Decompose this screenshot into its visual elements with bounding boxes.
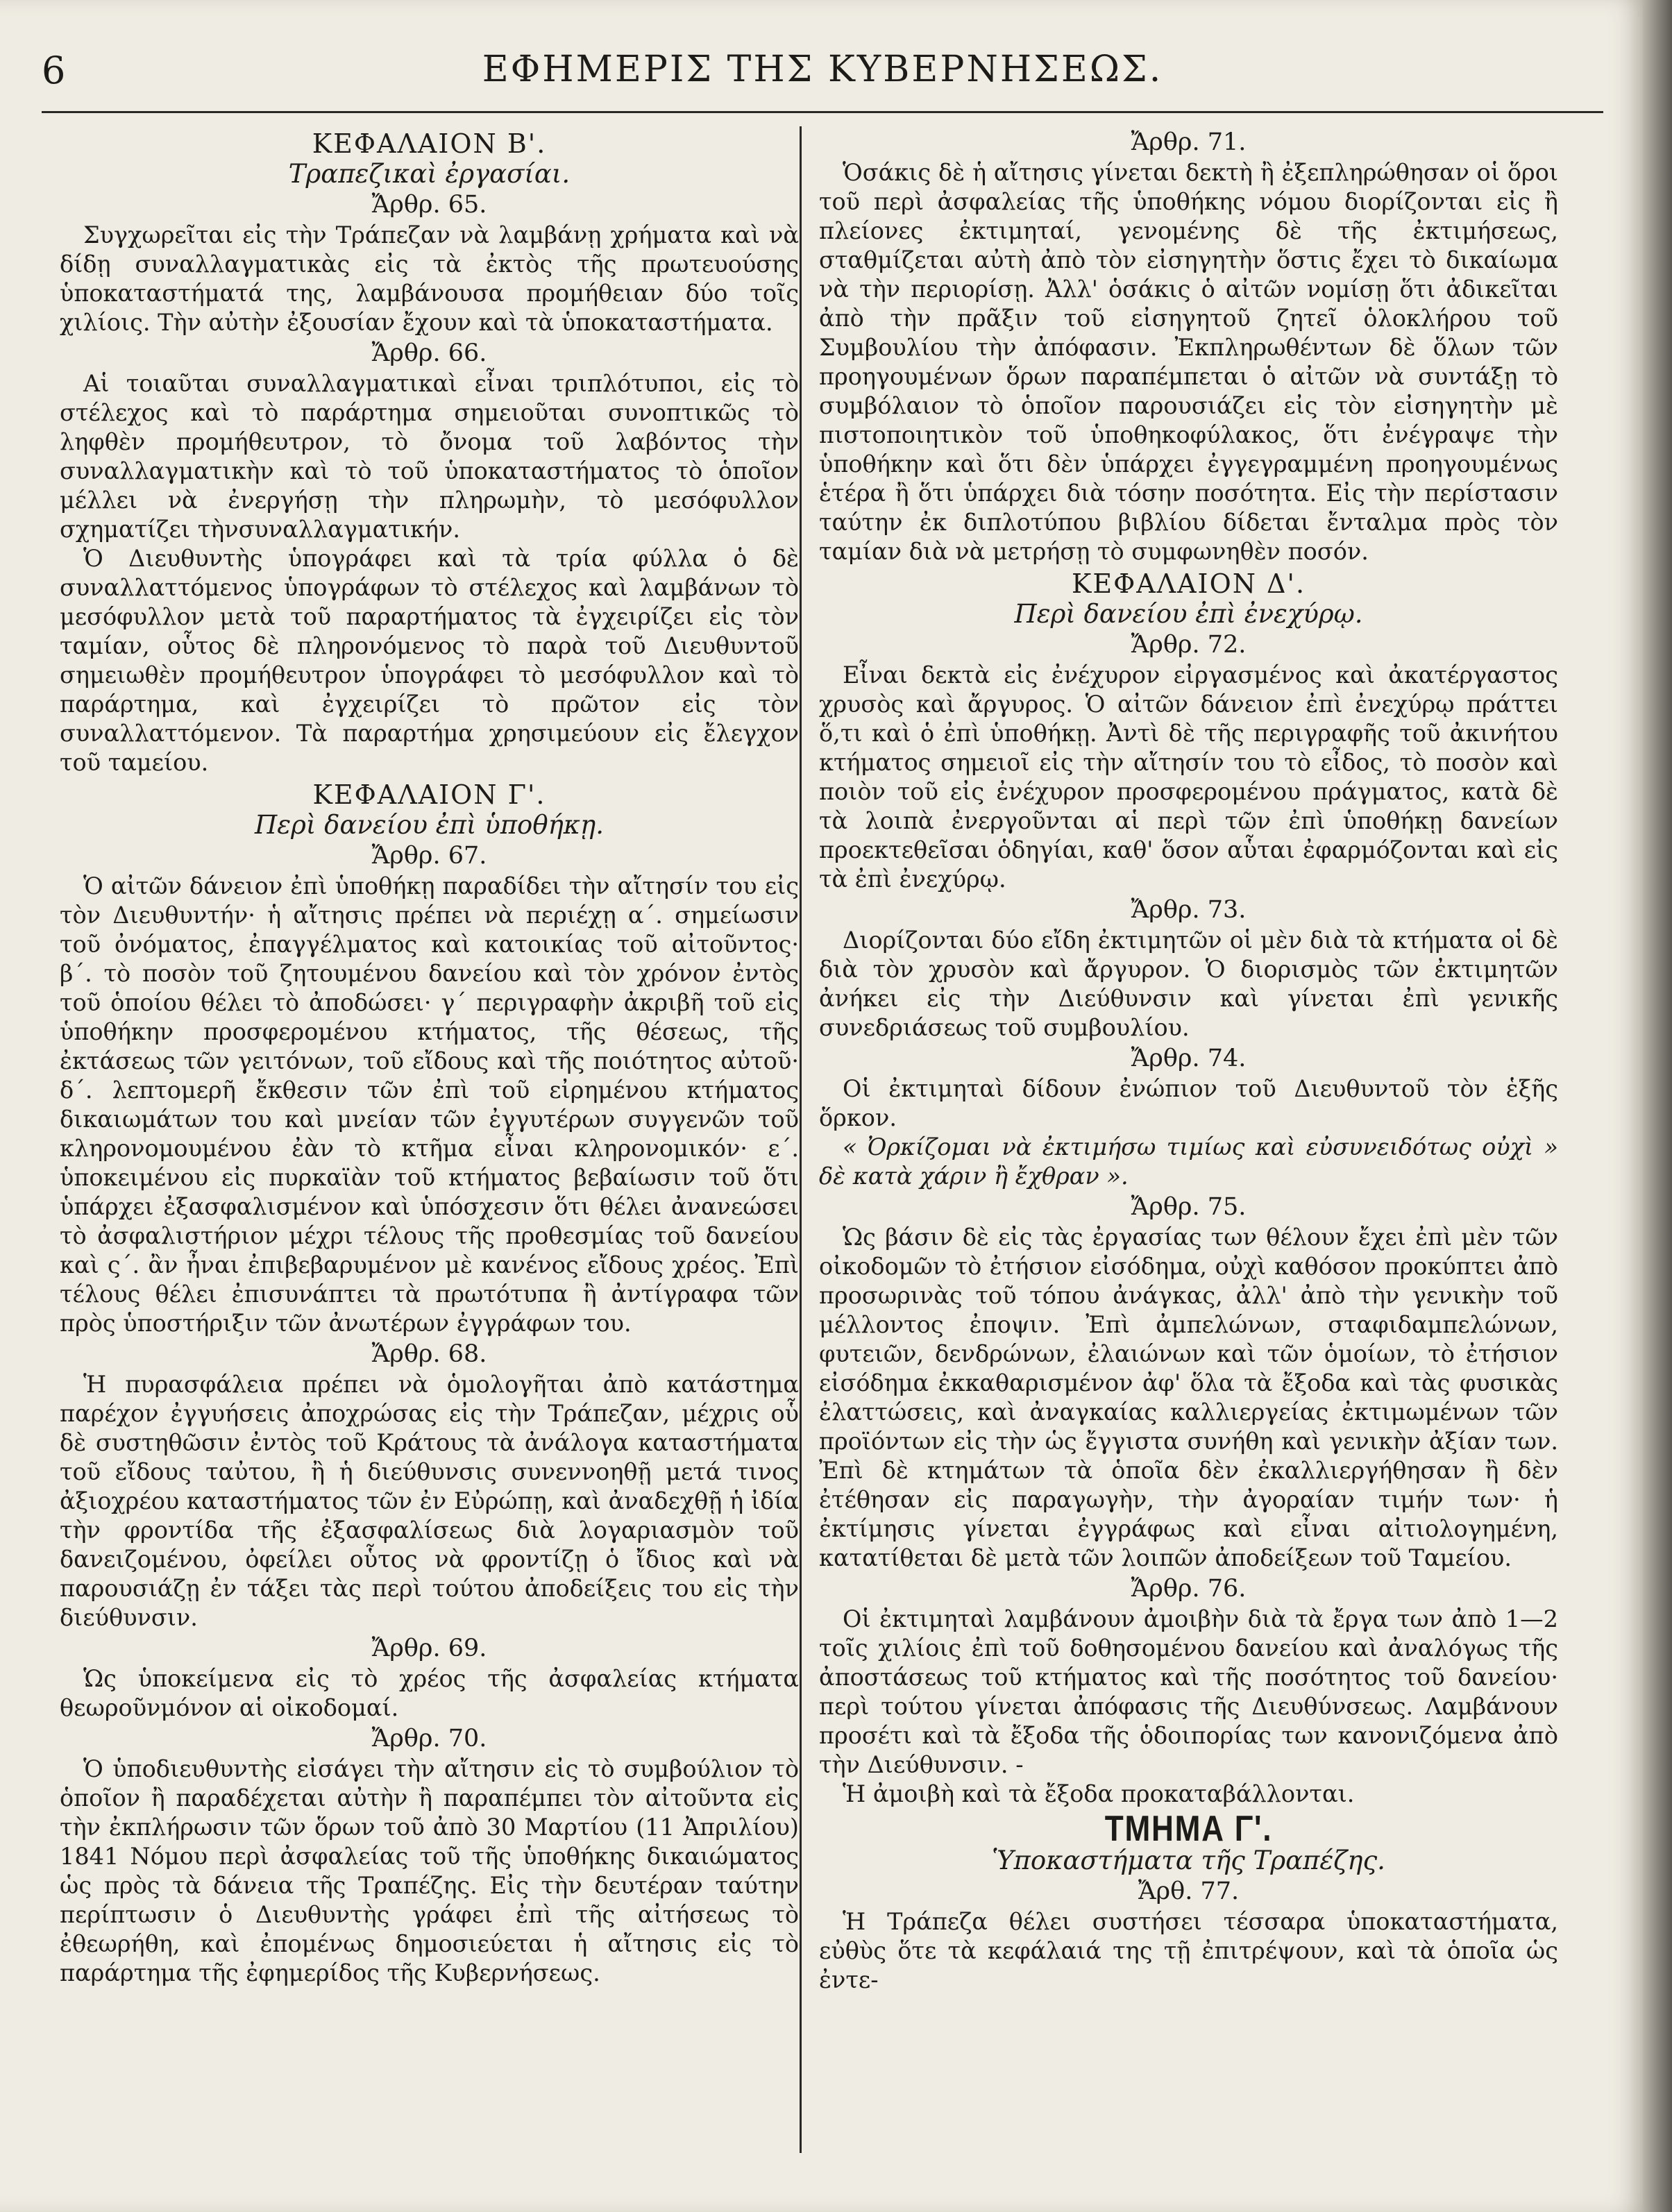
left-column: [60, 126, 799, 1988]
article-heading: Ἄρθρ. 70.: [371, 1725, 487, 1753]
page-header: [42, 43, 1603, 105]
chapter-heading: ΚΕΦΑΛΑΙΟΝ Δ'.: [1071, 568, 1306, 599]
chapter-heading: ΚΕΦΑΛΑΙΟΝ Β'.: [312, 128, 547, 159]
header-rule: [42, 111, 1603, 113]
section-heading: ΤΜΗΜΑ Γ'.: [1104, 1809, 1273, 1849]
article-heading: Ἄρθρ. 71.: [1131, 128, 1247, 156]
article-paragraph: Ἡ Τράπεζα θέλει συστήσει τέσσαρα ὑποκαταστήματα, εὐθὺς ὅτε τὰ κεφάλαιά της τῇ ἐπιτρέψουν, καὶ τὰ ὁποῖα ὡς ἐντε-: [819, 1908, 1558, 1993]
article-paragraph: Ἡ ἀμοιβὴ καὶ τὰ ἔξοδα προκαταβάλλονται.: [843, 1780, 1355, 1807]
article-heading: Ἄρθ. 77.: [1138, 1877, 1240, 1905]
article-paragraph: Ὡς βάσιν δὲ εἰς τὰς ἐργασίας των θέλουν ἔχει ἐπὶ μὲν τῶν οἰκοδομῶν τὸ ἐτήσιον εἰσόδημα, οὐχὶ καθόσον προκύπτει ἀπὸ προσωρινὰς τοῦ τόπου ἀνάγκας, ἀλλ' ἀπὸ τὴν γενικὴν τοῦ μέλλοντος ἐποψιν. Ἐπὶ ἀμπελώνων, σταφιδαμπελώνων, φυτειῶν, δενδρώνων, ἐλαιώνων καὶ τῶν ὁμοίων, τὸ ἐτήσιον εἰσόδημα ἐκκαθαρισμένον ἀφ' ὅλα τὰ ἔξοδα καὶ τὰς φυσικὰς ἐλαττώσεις, καὶ ἀναγκαίας καλλιεργείας ἐκτιμωμένων τῶν προϊόντων εἰς τὴν ὡς ἔγγιστα συνήθη καὶ γενικὴν ἀξίαν των. Ἐπὶ δὲ κτημάτων τὰ ὁποῖα δὲν ἐκαλλιεργήθησαν ἢ δὲν ἐτέθησαν εἰς παραγωγὴν, τὴν ἀγοραίαν τιμήν των· ἡ ἐκτίμησις γίνεται ἐγγράφως καὶ εἶναι αἰτιολογημένη, κατατίθεται δὲ μετὰ τῶν λοιπῶν ἀποδείξεων τοῦ Ταμείου.: [819, 1224, 1558, 1571]
chapter-title: Περὶ δανείου ἐπὶ ἐνεχύρῳ.: [1014, 599, 1363, 629]
page-edge-shadow: [1643, 0, 1672, 2212]
article-paragraph: Ὁ Διευθυντὴς ὑπογράφει καὶ τὰ τρία φύλλα ὁ δὲ συναλλαττόμενος ὑπογράφων τὸ στέλεχος καὶ λαμβάνων τὸ μεσόφυλλον μετὰ τοῦ παραρτήματος τὰ ἐγχειρίζει εἰς τὸν ταμίαν, οὗτος δὲ πληρονόμενος τὸ παρὰ τοῦ Διευθυντοῦ σημειωθὲν προμήθευτρον ὑπογράφει τὸ μεσόφυλλον καὶ τὸ παράρτημα, καὶ ἐγχειρίζει τὸ πρῶτον εἰς τὸν συναλλαττόμενον. Τὰ παραρτήμα χρησιμεύουν εἰς ἔλεγχον τοῦ ταμείου.: [60, 545, 799, 776]
article-heading: Ἄρθρ. 67.: [371, 842, 487, 870]
article-paragraph: Ὁ αἰτῶν δάνειον ἐπὶ ὑποθήκῃ παραδίδει τὴν αἴτησίν του εἰς τὸν Διευθυντήν· ἡ αἴτησις πρέπει νὰ περιέχῃ α΄. σημείωσιν τοῦ ὀνόματος, ἐπαγγέλματος καὶ κατοικίας τοῦ αἰτοῦντος· β΄. τὸ ποσὸν τοῦ ζητουμένου δανείου καὶ τὸν χρόνον ἐντὸς τοῦ ὁποίου θέλει τὸ ἀποδώσει· γ΄ περιγραφὴν ἀκριβῆ τοῦ εἰς ὑποθήκην προσφερομένου κτήματος, τῆς θέσεως, τῆς ἐκτάσεως τῶν γειτόνων, τοῦ εἴδους καὶ τῆς ποιότητος αὐτοῦ· δ΄. λεπτομερῆ ἔκθεσιν τῶν ἐπὶ τοῦ εἰρημένου κτήματος δικαιωμάτων του καὶ μνείαν τῶν ἐγγυτέρων συγγενῶν τοῦ κληρονομουμένου ἐὰν τὸ κτῆμα εἶναι κληρονομικόν· ε΄. ὑποκειμένου εἰς πυρκαϊὰν τοῦ κτήματος βεβαίωσιν τοῦ ὅτι ὑπάρχει ἐξασφαλισμένον καὶ ὑπόσχεσιν ὅτι θέλει ἀνανεώσει τὸ ἀσφαλιστήριον μέχρι τέλους τῆς προθεσμίας τοῦ δανείου καὶ ς΄. ἂν ἦναι ἐπιβεβαρυμένον μὲ κανένος εἴδους χρέος. Ἐπὶ τέλους θέλει ἐπισυνάπτει τὰ πρωτότυπα ἢ ἀντίγραφα τῶν πρὸς ὑποστήριξιν τῶν ἀνωτέρων ἐγγράφων του.: [60, 872, 799, 1337]
article-paragraph: Ὁσάκις δὲ ἡ αἴτησις γίνεται δεκτὴ ἢ ἐξεπληρώθησαν οἱ ὅροι τοῦ περὶ ἀσφαλείας τῆς ὑποθήκης νόμου διορίζονται εἰς ἢ πλείονες ἐκτιμηταί, γενομένης δὲ τῆς ἐκτιμήσεως, σταθμίζεται αὐτὴ ἀπὸ τὸν εἰσηγητὴν ὅστις ἔχει τὸ δικαίωμα νὰ τὴν περιορίσῃ. Ἀλλ' ὁσάκις ὁ αἰτῶν νομίσῃ ὅτι ἀδικεῖται ἀπὸ τὴν πρᾶξιν τοῦ εἰσηγητοῦ ζητεῖ ὁλοκλήρου τοῦ Συμβουλίου τὴν ἀπόφασιν. Ἐκπληρωθέντων δὲ ὅλων τῶν προηγουμένων ὅρων παραπέμπεται ὁ αἰτῶν νὰ συντάξῃ τὸ συμβόλαιον τὸ ὁποῖον παρουσιάζει εἰς τὸν εἰσηγητὴν μὲ πιστοποιητικὸν τοῦ ὑποθηκοφύλακος, ὅτι ἐνέγραψε τὴν ὑποθήκην καὶ ὅτι δὲν ὑπάρχει ἐγγεγραμμένη προηγουμένως ἑτέρα ἢ ὅτι ὑπάρχει διὰ τόσην ποσότητα. Εἰς τὴν περίστασιν ταύτην ἐκ διπλοτύπου βιβλίου δίδεται ἔνταλμα πρὸς τὸν ταμίαν διὰ νὰ μετρήσῃ τὸ συμφωνηθὲν ποσόν.: [819, 159, 1558, 565]
article-heading: Ἄρθρ. 69.: [371, 1635, 487, 1662]
article-paragraph: Διορίζονται δύο εἴδη ἐκτιμητῶν οἱ μὲν διὰ τὰ κτήματα οἱ δὲ διὰ τὸν χρυσὸν καὶ ἄργυρον. Ὁ διορισμὸς τῶν ἐκτιμητῶν ἀνήκει εἰς τὴν Διεύθυνσιν καὶ γίνεται ἐπὶ γενικῆς συνεδριάσεως τοῦ συμβουλίου.: [819, 927, 1558, 1041]
article-paragraph: Οἱ ἐκτιμηταὶ δίδουν ἐνώπιον τοῦ Διευθυντοῦ τὸν ἑξῆς ὅρκον.: [819, 1075, 1558, 1131]
article-paragraph: Αἱ τοιαῦται συναλλαγματικαὶ εἶναι τριπλότυποι, εἰς τὸ στέλεχος καὶ τὸ παράρτημα σημειοῦται συνοπτικῶς τὸ ληφθὲν προμήθευτρον, τὸ ὄνομα τοῦ λαβόντος τὴν συναλλαγματικὴν καὶ τὸ τοῦ ὑποκαταστήματος τὸ ὁποῖον μέλλει νὰ ἐνεργήσῃ τὴν πληρωμὴν, τὸ μεσόφυλλον σχηματίζει τὴνσυναλλαγματικήν.: [60, 370, 799, 543]
chapter-heading: ΚΕΦΑΛΑΙΟΝ Γ'.: [312, 779, 546, 810]
article-paragraph: Οἱ ἐκτιμηταὶ λαμβάνουν ἀμοιβὴν διὰ τὰ ἔργα των ἀπὸ 1—2 τοῖς χιλίοις ἐπὶ τοῦ δοθησομένου δανείου καὶ ἀναλόγως τῆς ἀποστάσεως τοῦ κτήματος καὶ τῆς ποσότητος τοῦ δανείου· περὶ τούτου γίνεται ἀπόφασις τῆς Διευθύνσεως. Λαμβάνουν προσέτι καὶ τὰ ἔξοδα τῆς ὁδοιπορίας των κανονιζόμενα ἀπὸ τὴν Διεύθυνσιν. -: [819, 1605, 1558, 1778]
right-column: [819, 126, 1558, 1995]
article-paragraph: Ἡ πυρασφάλεια πρέπει νὰ ὁμολογῆται ἀπὸ κατάστημα παρέχον ἐγγυήσεις ἀποχρώσας εἰς τὴν Τράπεζαν, μέχρις οὗ δὲ συστηθῶσιν ἐντὸς τοῦ Κράτους τὰ ἀνάλογα καταστήματα τοῦ εἴδους ταὐτου, ἢ ἡ διεύθυνσις συνεννοηθῇ μετά τινος ἀξιοχρέου καταστήματος τῶν ἐν Εὐρώπῃ, καὶ ἀναδεχθῇ ἡ ἰδία τὴν φροντίδα τῆς ἐξασφαλίσεως διὰ λογαριασμὸν τοῦ δανειζομένου, ὀφείλει οὗτος νὰ φροντίζῃ ὁ ἴδιος καὶ νὰ παρουσιάζῃ ἐν τάξει τὰς περὶ τούτου ἀποδείξεις του εἰς τὴν διεύθυνσιν.: [60, 1371, 799, 1631]
chapter-title: Περὶ δανείου ἐπὶ ὑποθήκῃ.: [255, 810, 604, 840]
column-divider: [800, 126, 802, 2153]
article-heading: Ἄρθρ. 76.: [1131, 1575, 1247, 1603]
article-heading: Ἄρθρ. 72.: [1131, 631, 1247, 659]
running-title: ΕΦΗΜΕΡΙΣ ΤΗΣ ΚΥΒΕΡΝΗΣΕΩΣ.: [482, 49, 1163, 90]
oath-text: « Ὀρκίζομαι νὰ ἐκτιμήσω τιμίως καὶ εὐσυνειδότως οὐχὶ » δὲ κατὰ χάριν ἢ ἔχθραν ».: [819, 1133, 1558, 1190]
article-paragraph: Εἶναι δεκτὰ εἰς ἐνέχυρον εἰργασμένος καὶ ἀκατέργαστος χρυσὸς καὶ ἄργυρος. Ὁ αἰτῶν δάνειον ἐπὶ ἐνεχύρῳ πράττει ὅ,τι καὶ ὁ ἐπὶ ὑποθήκῃ. Ἀντὶ δὲ τῆς περιγραφῆς τοῦ ἀκινήτου κτήματος σημειοῖ εἰς τὴν αἴτησίν του τὸ εἶδος, τὸ ποσὸν καὶ ποιὸν τοῦ εἰς ἐνέχυρον προσφερομένου πράγματος, κατὰ δὲ τὰ λοιπὰ ἐνεργοῦνται αἱ περὶ τῶν ἐπὶ ὑποθήκῃ δανείων προεκτεθεῖσαι ὁδηγίαι, καθ' ὅσον αὗται ἐφαρμόζονται καὶ εἰς τὰ ἐπὶ ἐνεχύρῳ.: [819, 661, 1558, 893]
article-heading: Ἄρθρ. 66.: [371, 339, 487, 367]
page-number: 6: [42, 49, 66, 92]
article-heading: Ἄρθρ. 75.: [1131, 1193, 1247, 1221]
article-heading: Ἄρθρ. 65.: [371, 191, 487, 219]
article-paragraph: Ὡς ὑποκείμενα εἰς τὸ χρέος τῆς ἀσφαλείας κτήματα θεωροῦνμόνον αἱ οἰκοδομαί.: [60, 1665, 799, 1721]
chapter-title: Τραπεζικαὶ ἐργασίαι.: [288, 159, 571, 189]
article-heading: Ἄρθρ. 73.: [1131, 896, 1247, 924]
article-heading: Ἄρθρ. 68.: [371, 1340, 487, 1368]
section-title: Ὑποκαστήματα τῆς Τραπέζης.: [992, 1846, 1385, 1875]
article-paragraph: Συγχωρεῖται εἰς τὴν Τράπεζαν νὰ λαμβάνῃ χρήματα καὶ νὰ δίδῃ συναλλαγματικὰς εἰς τὰ ἐκτὸς τῆς πρωτευούσης ὑποκαταστήματά της, λαμβάνουσα προμήθειαν δύο τοῖς χιλίοις. Τὴν αὐτὴν ἐξουσίαν ἔχουν καὶ τὰ ὑποκαταστήματα.: [60, 221, 799, 336]
article-heading: Ἄρθρ. 74.: [1131, 1045, 1247, 1072]
article-paragraph: Ὁ ὑποδιευθυντὴς εἰσάγει τὴν αἴτησιν εἰς τὸ συμβούλιον τὸ ὁποῖον ἢ παραδέχεται αὐτὴν ἢ παραπέμπει τὸν αἰτοῦντα εἰς τὴν ἐκπλήρωσιν τῶν ὅρων τοῦ ἀπὸ 30 Μαρτίου (11 Ἀπριλίου) 1841 Νόμου περὶ ἀσφαλείας τοῦ τῆς ὑποθήκης δικαιώματος ὡς πρὸς τὰ δάνεια τῆς Τραπέζης. Εἰς τὴν δευτέραν ταύτην περίπτωσιν ὁ Διευθυντὴς γράφει ἐπὶ τῆς αἰτήσεως τὸ ἐθεωρήθη, καὶ ἐπομένως δημοσιεύεται ἡ αἴτησις εἰς τὸ παράρτημα τῆς ἐφημερίδος τῆς Κυβερνήσεως.: [60, 1755, 799, 1986]
